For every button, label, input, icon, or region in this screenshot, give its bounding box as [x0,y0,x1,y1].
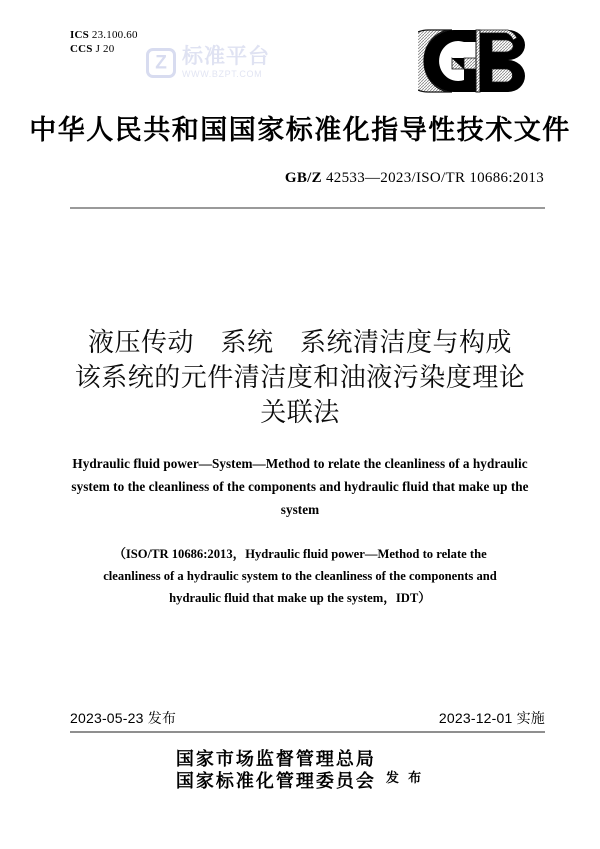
document-type-title: 中华人民共和国国家标准化指导性技术文件 [29,115,571,145]
watermark-text [182,46,270,80]
title-chinese [0,325,600,430]
iso-correspondence-note: （ISO/TR 10686:2013，Hydraulic fluid power—Method to relate the cleanliness of a hydraulic system to the cleanliness of the components and hydraulic fluid that make up the system，IDT） [103,547,497,605]
watermark [146,46,270,80]
watermark-url: WWW.BZPT.COM [182,69,263,79]
title-chinese-line-3: 关联法 [260,397,340,427]
title-chinese-line-2: 该系统的元件清洁度和油液污染度理论 [74,362,526,392]
classification-codes [70,28,138,56]
footer-divider [70,731,545,733]
issuer-line-1: 国家市场监督管理总局 [175,749,376,769]
watermark-logo-icon [146,48,176,78]
issue-date: 2023-05-23 发布 [70,710,177,726]
standard-number [285,170,544,187]
title-chinese-line-1: 液压传动 系统 系统清洁度与构成 [87,327,512,357]
issuer-action-label: 发 布 [385,770,425,785]
ccs-line [70,42,138,56]
issuer-names [176,748,376,792]
standard-number-value: 42533—2023/ISO/TR 10686:2013 [326,170,544,186]
watermark-name: 标准平台 [182,45,270,68]
gb-emblem-icon [418,28,538,94]
issuing-authorities [0,748,600,792]
footer-dates [70,708,545,728]
ics-value: 23.100.60 [91,29,138,41]
issuer-line-2: 国家标准化管理委员会 [175,771,376,791]
header-divider [70,207,545,209]
effective-date: 2023-12-01 实施 [438,710,545,726]
title-english: Hydraulic fluid power—System—Method to relate the cleanliness of a hydraulic system to the cleanliness of the components and hydraulic fluid that make up the system [71,456,529,517]
ccs-label: CCS [70,43,93,55]
ics-label: ICS [70,29,89,41]
ics-line [70,28,138,42]
standard-number-prefix: GB/Z [284,170,322,186]
watermark-logo-glyph: Z [155,52,167,74]
ccs-value: J 20 [95,43,115,55]
